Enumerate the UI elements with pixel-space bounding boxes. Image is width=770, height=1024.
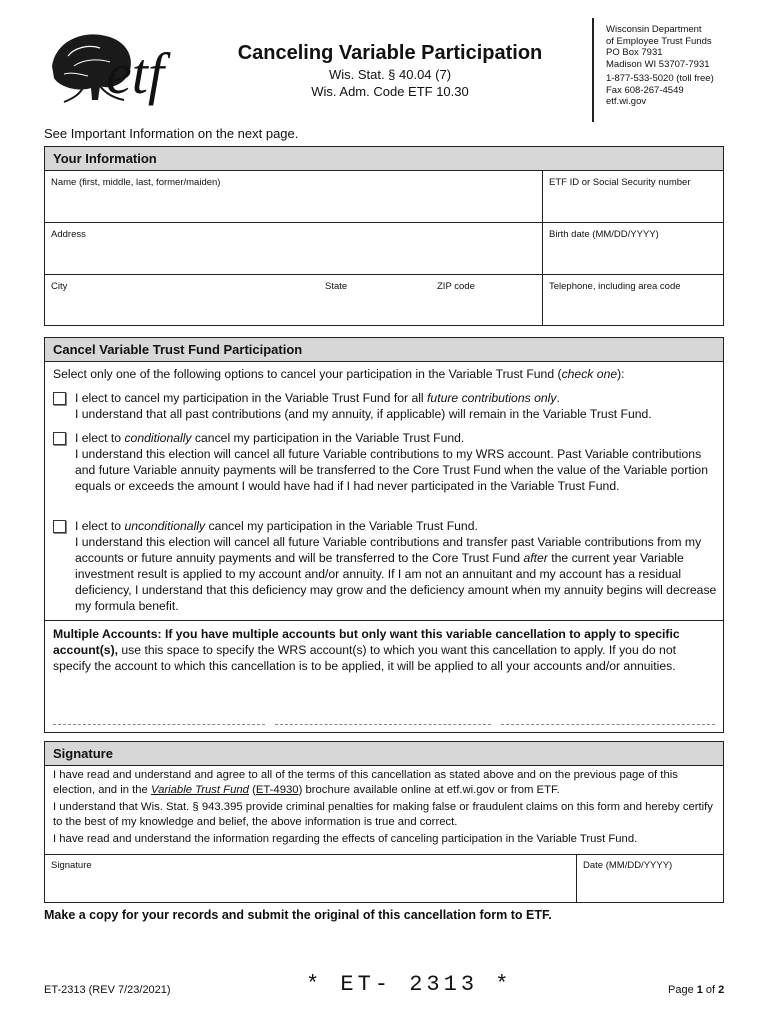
signature-field[interactable] [45,854,577,902]
important-info-note: See Important Information on the next page. [44,126,299,141]
your-information-section [44,146,724,326]
text: I have read and understand and agree to all of the terms of this cancellation as stated above and on the previous page of this election, and in the [53,769,678,796]
account-line-1[interactable] [53,724,265,726]
birth-date-field[interactable] [543,223,723,275]
section-heading: Cancel Variable Trust Fund Participation [45,338,723,362]
address-website: etf.wi.gov [606,96,647,107]
zip-field[interactable] [431,275,543,325]
text: after [523,551,548,565]
section-heading: Your Information [45,147,723,171]
signature-statements [53,768,717,847]
multiple-accounts-text [53,626,717,674]
text: I elect to [75,519,125,533]
logo-text: etf [106,41,164,106]
brochure-link[interactable]: Variable Trust Fund [150,784,249,796]
text: I elect to cancel my participation in the Variable Trust Fund for all [75,391,428,405]
text: the current year Variable investment result is applied to my account and/or annuity. If I am not an annuitant and my account has a residual deficiency, I understand that this deficiency may grow and the deficiency amount when my annuity begins will decrease my formula benefit. [75,551,717,613]
text: cancel my participation in the Variable Trust Fund. [191,431,465,445]
address-line: PO Box 7931 [606,47,663,58]
page-number [668,984,724,996]
text: 1 [696,984,703,996]
account-line-2[interactable] [275,724,491,726]
field-label: ZIP code [437,281,475,292]
etf-logo [44,26,194,116]
text: ) brochure available online at etf.wi.gov or from ETF. [298,784,560,796]
text: of [702,984,719,996]
copy-instruction: Make a copy for your records and submit the original of this cancellation form to ETF. [44,908,552,922]
text: I understand this election will cancel all future Variable contributions and transfer past Variable contributions from my accounts or future annuity payments and will be transferred to the Core Trust Fund [75,535,702,565]
text: ): [617,367,625,381]
text: I understand that all past contributions (and my annuity, if applicable) will remain in the Variable Trust Fund. [75,407,652,421]
text: I understand this election will cancel all future Variable contributions to my WRS account. Past Variable contributions and future Variable annuity payments will be transferred to the Core Trust Fund when the value of the Variable portion equals or exceeds the amount I would have had if I had never participated in the Variable Trust Fund. [75,447,708,493]
option-unconditional [53,518,717,614]
field-label: Birth date (MM/DD/YYYY) [549,229,659,240]
field-label: State [325,281,348,292]
header-divider [592,18,594,122]
option-future-only-checkbox[interactable] [53,392,66,405]
section-heading: Signature [45,742,723,766]
field-label: ETF ID or Social Security number [549,177,691,188]
cancel-variable-section [44,337,724,733]
text: Select only one of the following options to cancel your participation in the Variable Trust Fund ( [53,367,562,381]
address-fax: Fax 608-267-4549 [606,84,684,96]
option-future-only [53,390,717,422]
text: Multiple Accounts: If you have multiple accounts but only want this variable cancellation to apply to specific account(s), [53,627,680,657]
text: cancel my participation in the Variable Trust Fund. [205,519,478,533]
telephone-field[interactable] [543,275,723,325]
option-conditional-checkbox[interactable] [53,432,66,445]
text: . [556,391,560,405]
divider [45,620,723,621]
address-field[interactable] [45,223,543,275]
text: future contributions only [427,391,557,405]
city-field[interactable] [45,275,319,325]
agency-address [606,24,714,108]
text: use this space to specify the WRS account(s) to which you want this cancellation to apply. If you do not specify the account to which this cancellation is to be applied, it will be applied to all your accounts and/or annuities. [53,643,676,673]
option-conditional [53,430,717,494]
text: 2 [718,984,725,996]
form-id: ET-2313 (REV 7/23/2021) [44,984,171,996]
statute-2: Wis. Adm. Code ETF 10.30 [311,84,469,99]
field-label: Signature [51,860,92,871]
etf-id-field[interactable] [543,171,723,223]
et-4930-link[interactable]: ET-4930 [255,784,299,796]
account-line-3[interactable] [501,724,715,726]
statement-3: I have read and understand the information regarding the effects of canceling participation in the Variable Trust Fund. [53,833,638,845]
statute-1: Wis. Stat. § 40.04 (7) [328,67,452,82]
address-line: Madison WI 53707-7931 [606,58,710,70]
field-label: Telephone, including area code [549,281,681,292]
statement-1 [53,768,717,798]
field-label: Name (first, middle, last, former/maiden) [51,177,221,188]
address-line: of Employee Trust Funds [606,35,712,47]
field-label: City [51,281,68,292]
name-field[interactable] [45,171,543,223]
statement-2: I understand that Wis. Stat. § 943.395 provide criminal penalties for making false or fraudulent claims on this form and hereby certify to the best of my knowledge and belief, the above information is true and correct. [53,801,713,828]
text: unconditionally [124,519,206,533]
text: I elect to [75,431,125,445]
cancel-instructions [53,366,717,382]
field-label: Date (MM/DD/YYYY) [583,860,673,871]
state-field[interactable] [319,275,431,325]
text: conditionally [124,431,192,445]
form-barcode: * ET- 2313 * [306,972,513,997]
option-unconditional-checkbox[interactable] [53,520,66,533]
text: ( [248,784,256,796]
text: Page [668,984,697,996]
text: check one [561,367,618,381]
field-label: Address [51,229,86,240]
signature-date-field[interactable] [577,854,723,902]
signature-section [44,741,724,903]
form-title: Canceling Variable Participation [237,42,543,64]
address-line: Wisconsin Department [606,24,702,35]
address-phone: 1-877-533-5020 (toll free) [606,73,714,84]
